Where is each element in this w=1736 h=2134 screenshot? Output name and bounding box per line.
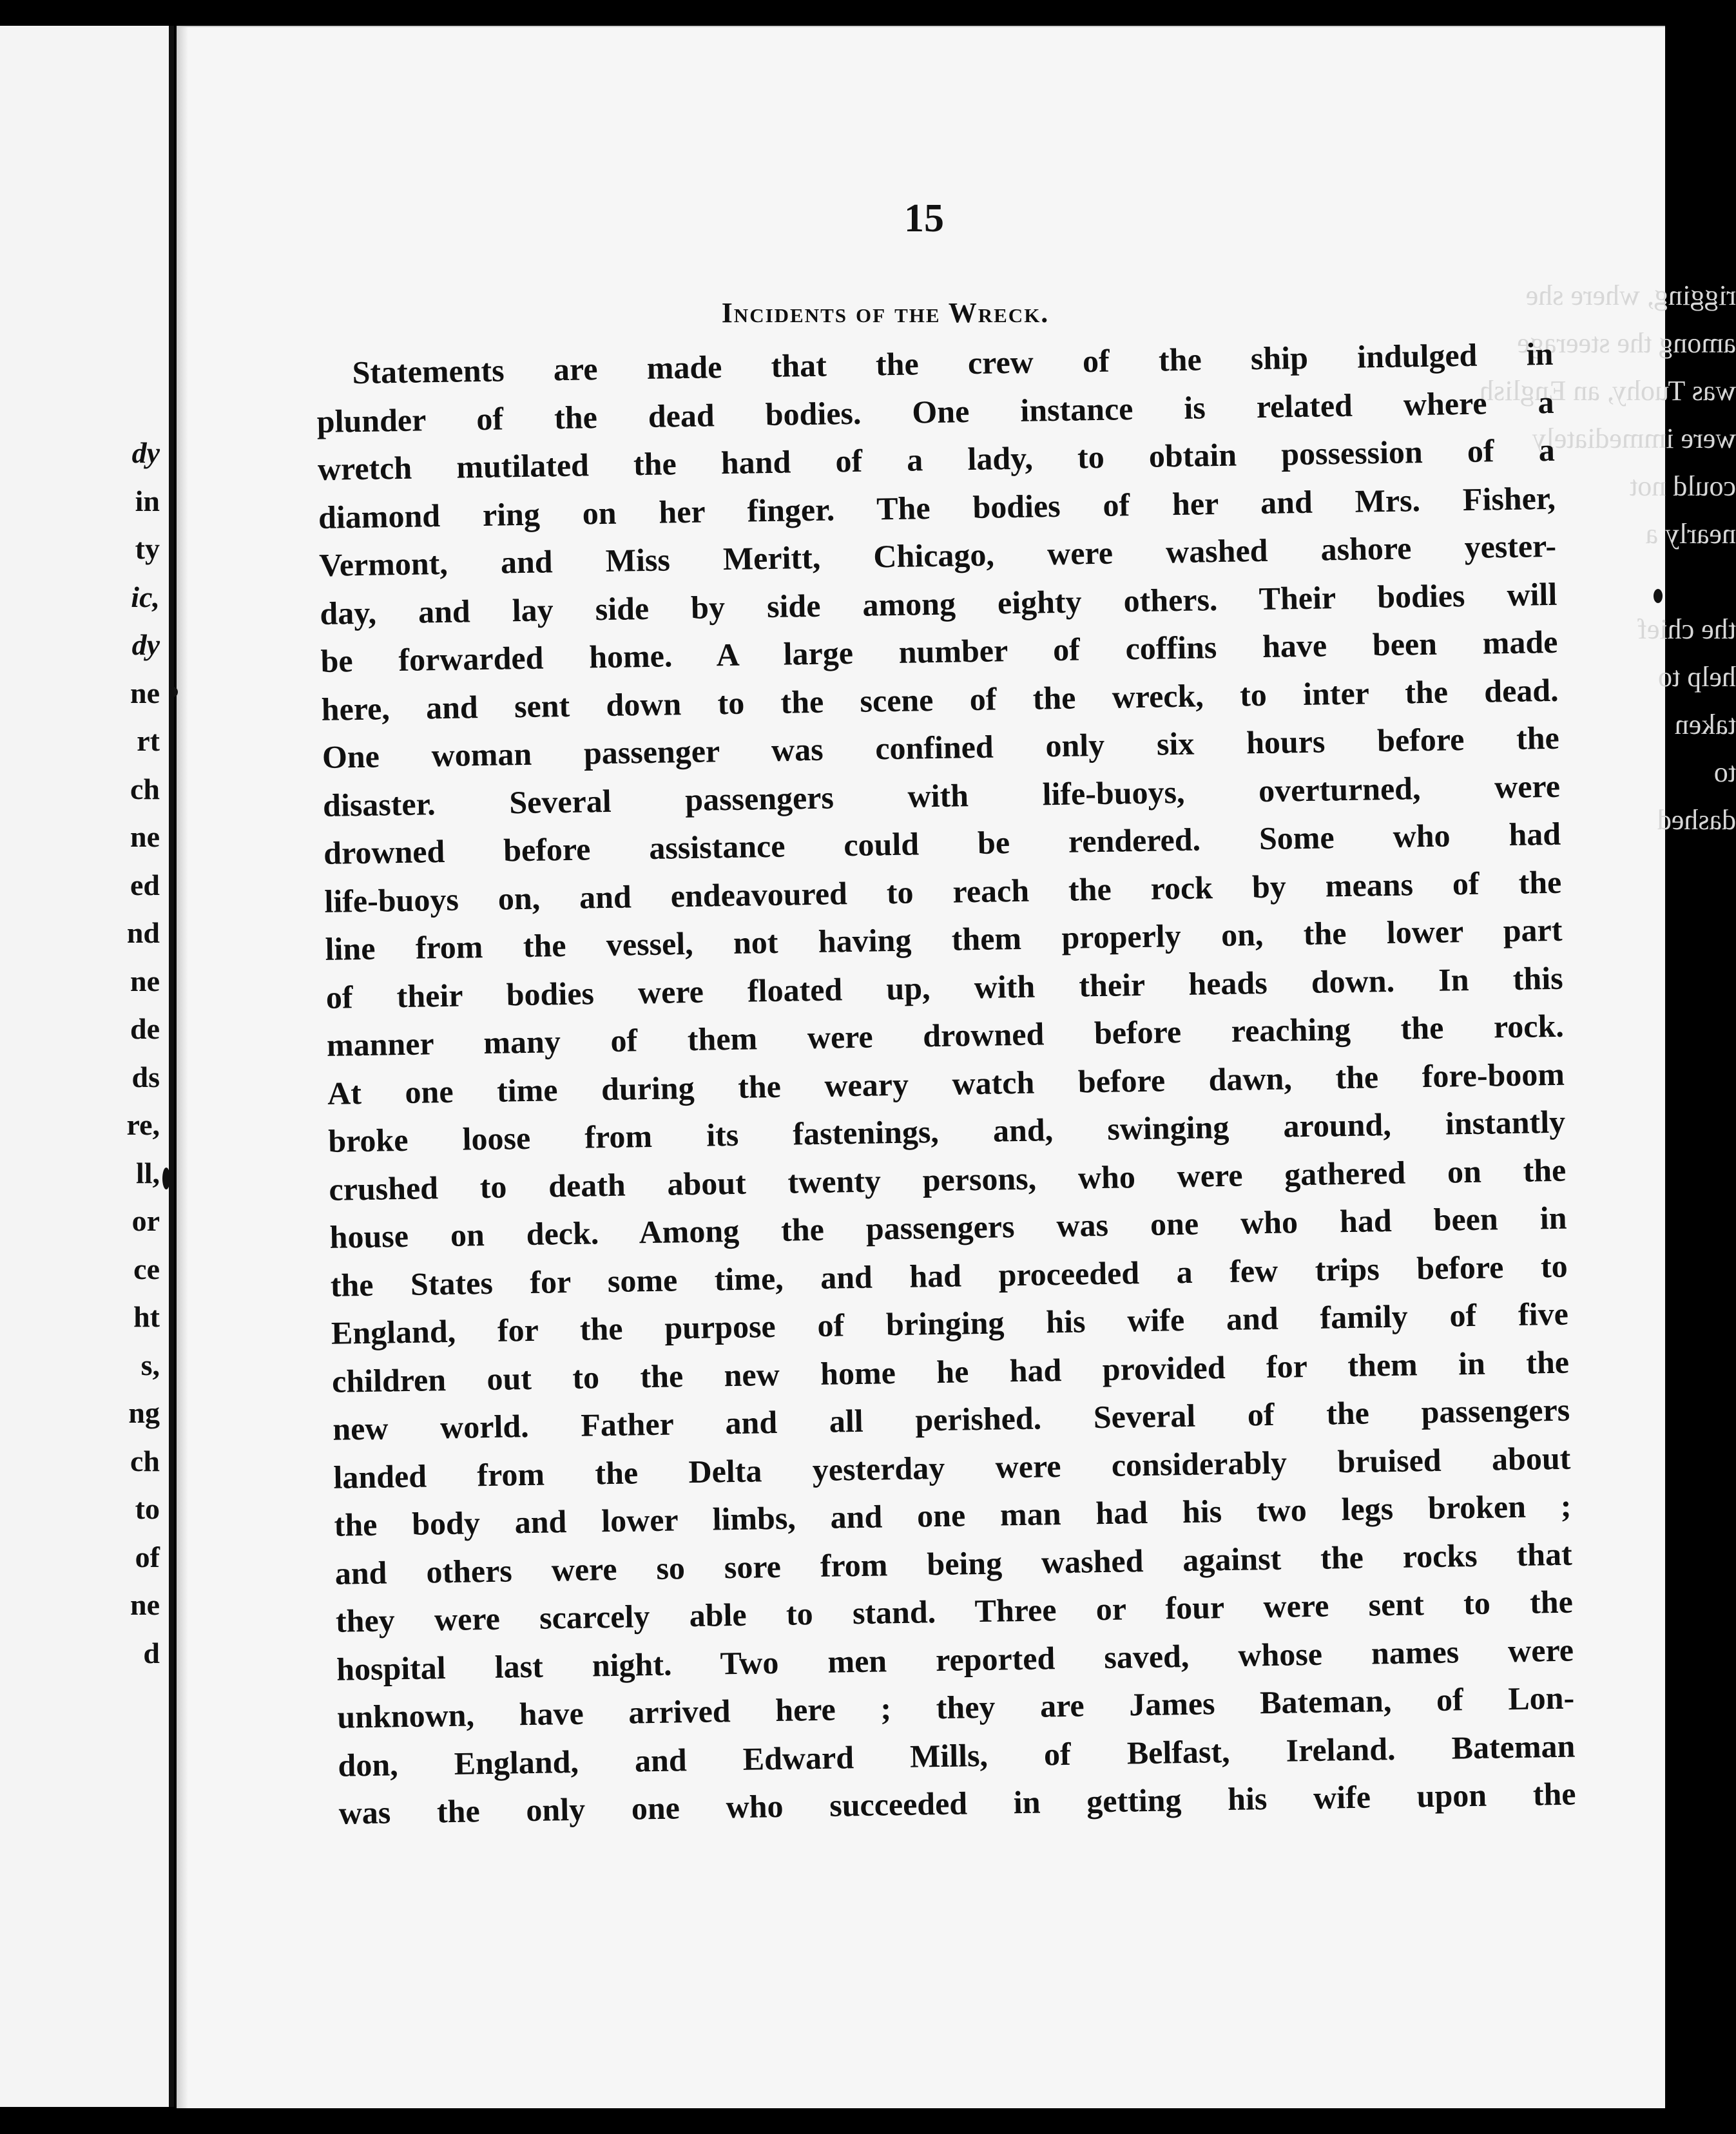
facing-page-fragment: nd [126,916,160,949]
text-line: life-buoys on, and endeavoured to reach the rock by means of the [324,863,1562,919]
facing-page-fragment: ic, [131,580,160,613]
ink-fleck [169,687,178,697]
ink-fleck [1654,589,1663,603]
text-line: manner many of them were drowned before reaching the rock. [326,1007,1565,1063]
text-line: house on deck. Among the passengers was one who had been in [329,1199,1567,1255]
facing-page-fragment: ce [133,1252,160,1285]
facing-page-fragment: ch [130,772,160,805]
facing-page-fragment: dy [131,436,160,469]
facing-page-fragment: s, [140,1348,160,1381]
text-line: unknown, have arrived here ; they are James Bateman, of Lon- [336,1679,1575,1735]
facing-page-fragment: ds [131,1060,160,1093]
text-line: and others were so sore from being washed against the rocks that [334,1535,1573,1591]
facing-page-fragment: ne [130,820,160,853]
book-page [177,26,1736,2108]
facing-page-edge [0,26,174,2107]
text-line: Statements are made that the crew of the ship indulged in [352,335,1554,391]
facing-page-fragment: or [131,1204,160,1237]
show-through-text: rigging, where she among the steerage was Tuohy, an English were immediately could not nearly a the chief help to taken to dashed [1479,280,1736,836]
text-line: England, for the purpose of bringing his wife and family of five [331,1295,1569,1351]
text-line: diamond ring on her finger. The bodies of her and Mrs. Fisher, [318,479,1556,535]
text-line: they were scarcely able to stand. Three or four were sent to the [335,1583,1574,1639]
facing-page-fragment: ty [135,532,160,565]
body-text [316,330,1576,1837]
text-line: children out to the new home he had provided for them in the [331,1343,1570,1399]
facing-page-fragment: ed [130,868,160,901]
text-line: hospital last night. Two men reported saved, whose names were [336,1631,1574,1687]
text-line: broke loose from its fastenings, and, swinging around, instantly [327,1103,1566,1159]
text-line: was the only one who succeeded in getting his wife upon the [338,1775,1576,1831]
facing-page-fragment: re, [126,1108,160,1141]
facing-page-fragment: ht [133,1300,160,1333]
facing-page-fragment: de [130,1012,160,1045]
text-line: the States for some time, and had proceeded a few trips before to [330,1247,1568,1303]
facing-page-fragment: in [135,484,160,517]
text-line: day, and lay side by side among eighty others. Their bodies will [319,575,1558,631]
text-line: line from the vessel, not having them properly on, the lower part [325,911,1563,967]
gutter-shadow [177,27,188,2108]
facing-page-fragment: d [143,1636,160,1669]
ink-fleck [162,1168,170,1189]
page-number: 15 [904,197,944,240]
text-line: the body and lower limbs, and one man had his two legs broken ; [334,1487,1572,1543]
facing-page-fragment: ne [130,676,160,709]
text-line: disaster. Several passengers with life-buoys, overturned, were [322,767,1561,823]
text-line: here, and sent down to the scene of the wreck, to inter the dead. [321,671,1559,727]
text-line: At one time during the weary watch before dawn, the fore-boom [327,1055,1565,1111]
text-line: don, England, and Edward Mills, of Belfast, Ireland. Bateman [338,1727,1576,1783]
facing-page-fragment: to [135,1492,160,1525]
text-line: Vermont, and Miss Meritt, Chicago, were washed ashore yester- [318,527,1557,583]
facing-page-fragment: ne [130,964,160,997]
facing-page-fragment: ng [128,1396,160,1429]
text-line: be forwarded home. A large number of coffins have been made [320,623,1558,679]
text-line: plunder of the dead bodies. One instance is related where a [316,383,1554,439]
text-line: One woman passenger was confined only six hours before the [322,719,1560,775]
text-line: drowned before assistance could be rendered. Some who had [323,815,1561,871]
facing-page-fragment: of [135,1540,160,1573]
facing-page-fragment: rt [137,724,160,757]
text-line: crushed to death about twenty persons, who were gathered on the [329,1151,1567,1207]
facing-page-fragment: ne [130,1588,160,1621]
facing-page-fragment: dy [131,628,160,661]
facing-page-fragment: ll, [135,1156,160,1189]
text-line: of their bodies were floated up, with their heads down. In this [325,959,1563,1015]
text-line: new world. Father and all perished. Several of the passengers [332,1391,1570,1447]
facing-page-fragment: ch [130,1444,160,1477]
section-heading: Incidents of the Wreck. [721,297,1050,329]
text-line: wretch mutilated the hand of a lady, to obtain possession of a [317,431,1556,487]
text-line: landed from the Delta yesterday were considerably bruised about [333,1439,1571,1495]
